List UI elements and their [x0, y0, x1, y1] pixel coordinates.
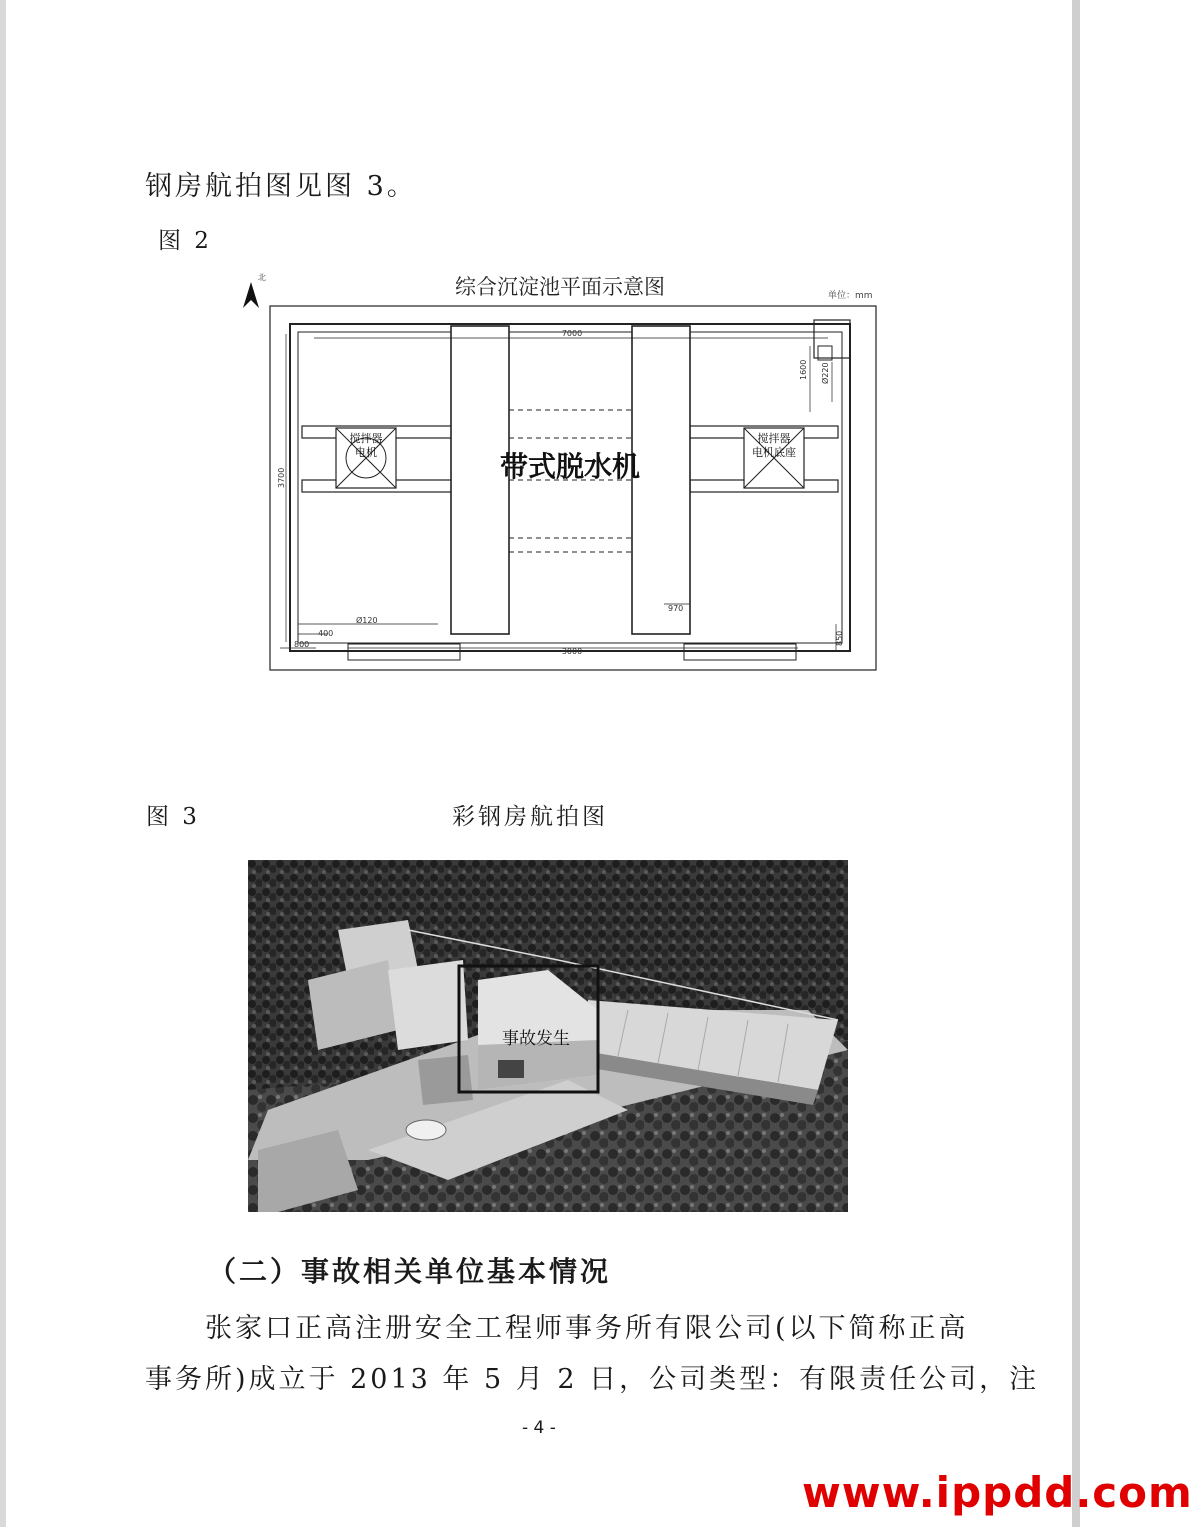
diagram-title: 综合沉淀池平面示意图	[455, 275, 665, 299]
aerial-photo-steel-house	[248, 860, 848, 1212]
page-left-edge	[0, 0, 6, 1527]
sedimentation-tank-plan-diagram	[238, 262, 878, 672]
dim-bottom-diam: Ø120	[356, 616, 378, 625]
left-mixer-label-2: 电机	[355, 446, 377, 459]
dim-970: 970	[668, 604, 684, 613]
paragraph-line-1: 张家口正高注册安全工程师事务所有限公司(以下简称正高	[205, 1313, 969, 1344]
figure-3-label: 图 3	[146, 804, 200, 830]
section-heading: （二）事故相关单位基本情况	[208, 1255, 612, 1288]
dim-right-diam: Ø220	[821, 362, 830, 384]
figure-2-label: 图 2	[158, 228, 212, 254]
dim-top-width: 7000	[561, 329, 583, 338]
right-mixer-label-2: 电机底座	[752, 446, 796, 459]
page-number: - 4 -	[522, 1418, 556, 1438]
figure-3-title: 彩钢房航拍图	[452, 804, 608, 830]
dim-800: 800	[294, 640, 310, 649]
right-mixer-label: 搅拌器	[757, 432, 791, 445]
north-arrow-icon	[243, 282, 259, 308]
accident-location-label: 事故发生	[502, 1029, 570, 1049]
dim-right-height: 1600	[799, 359, 808, 380]
left-mixer-label: 搅拌器	[349, 432, 383, 445]
dim-850: 850	[835, 630, 844, 646]
dim-400: 400	[318, 629, 334, 638]
north-label: 北	[258, 273, 266, 282]
body-text-line: 钢房航拍图见图 3。	[145, 171, 417, 202]
page-right-edge	[1072, 0, 1080, 1527]
dim-left-height: 3700	[277, 467, 286, 488]
center-machine-label: 带式脱水机	[499, 450, 641, 483]
site-watermark: www.ippdd.com	[802, 1468, 1193, 1517]
paragraph-line-2: 事务所)成立于 2013 年 5 月 2 日，公司类型：有限责任公司，注	[145, 1364, 1040, 1395]
diagram-unit: 单位：mm	[828, 291, 873, 301]
dim-3000: 3000	[561, 647, 583, 656]
